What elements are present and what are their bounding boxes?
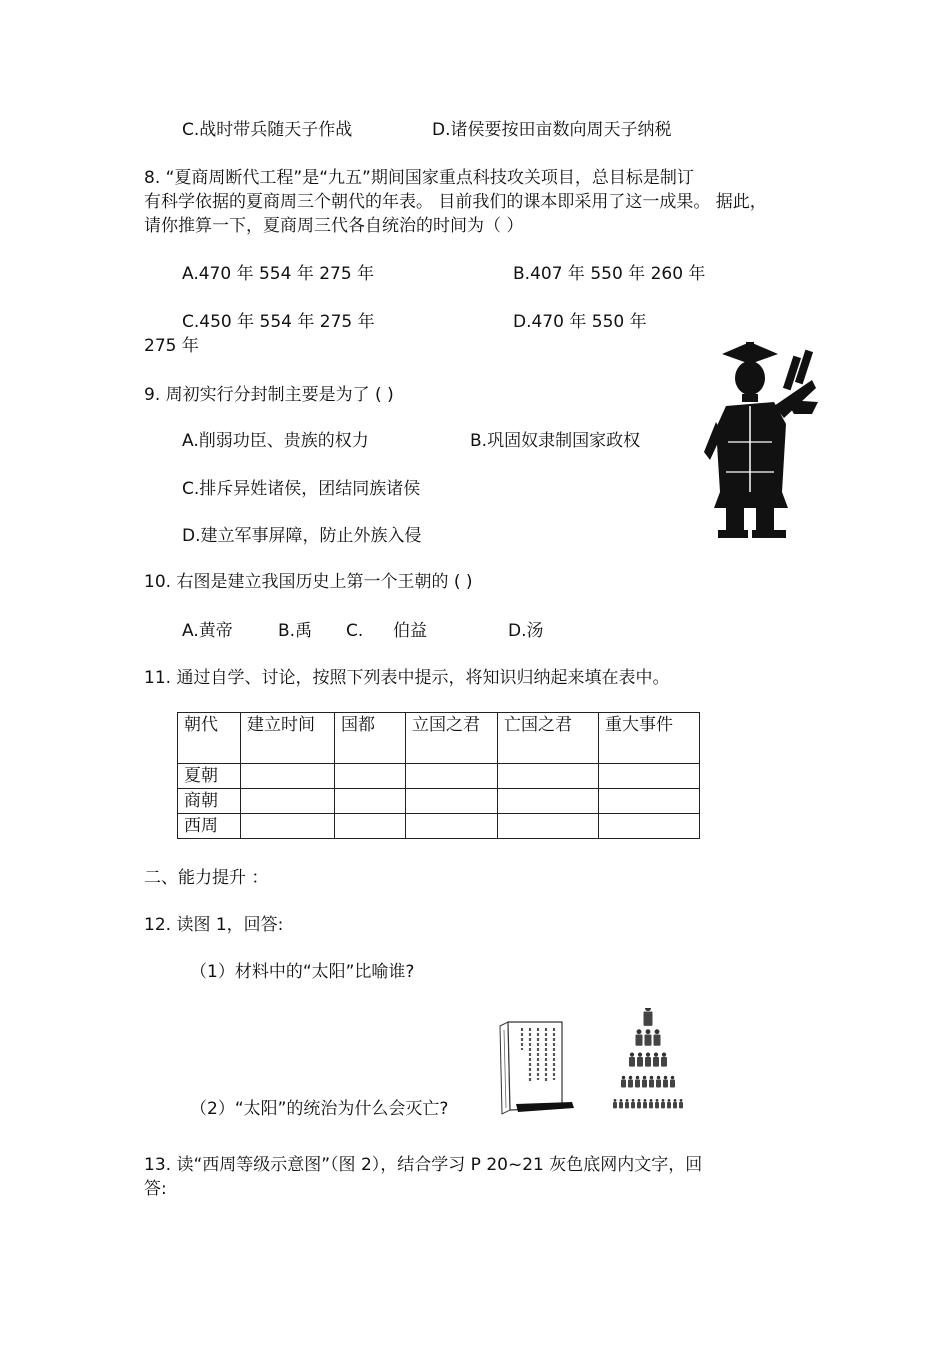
pyramid-figure (637, 1053, 643, 1067)
table-cell-blank[interactable] (599, 764, 700, 789)
table-cell-blank[interactable] (498, 789, 599, 814)
q9-option-b: B.巩固奴隶制国家政权 (470, 431, 641, 451)
pyramid-figure (667, 1099, 671, 1108)
q10-option-a: A.黄帝 (182, 621, 233, 641)
pyramid-figure (663, 1076, 668, 1088)
q12-part1: （1）材料中的“太阳”比喻谁? (190, 962, 415, 982)
table-cell-blank[interactable] (599, 789, 700, 814)
table-row (178, 814, 700, 839)
pyramid-figure (625, 1099, 629, 1108)
q8-stem-line3: 请你推算一下，夏商周三代各自统治的时间为（ ） (144, 216, 524, 236)
pyramid-figure (631, 1099, 635, 1108)
q9-option-c: C.排斥异姓诸侯，团结同族诸侯 (182, 479, 421, 499)
pyramid-figure (628, 1076, 633, 1088)
pyramid-figure (673, 1099, 677, 1108)
section-2-heading: 二、能力提升 ： (144, 868, 269, 888)
q10-option-c-text: 伯益 (393, 621, 427, 641)
pyramid-figure (661, 1053, 667, 1067)
pyramid-figure (636, 1029, 643, 1045)
pyramid-figure (679, 1099, 683, 1108)
table-cell-blank[interactable] (241, 789, 335, 814)
pyramid-figure (619, 1099, 623, 1108)
pyramid-figure (655, 1099, 659, 1108)
pyramid-figure (613, 1099, 617, 1108)
q9-option-d: D.建立军事屏障，防止外族入侵 (182, 526, 422, 546)
table-header-major-events: 重大事件 (599, 713, 700, 764)
hierarchy-pyramid-image (602, 1008, 694, 1116)
book-pages-image (496, 1020, 576, 1116)
table-row (178, 789, 700, 814)
q8-option-b: B.407 年 550 年 260 年 (513, 264, 706, 284)
pyramid-figure (656, 1076, 661, 1088)
pyramid-figure (637, 1099, 641, 1108)
pyramid-figure (643, 1099, 647, 1108)
table-cell-blank[interactable] (241, 814, 335, 839)
yu-figure-image (700, 342, 820, 542)
table-header-dynasty: 朝代 (178, 713, 241, 764)
q8-option-a: A.470 年 554 年 275 年 (182, 264, 375, 284)
table-cell-dynasty: 商朝 (178, 789, 241, 814)
pyramid-figure (635, 1076, 640, 1088)
table-cell-blank[interactable] (335, 789, 406, 814)
table-header-founder: 立国之君 (406, 713, 498, 764)
q13-stem-line2: 答: (144, 1179, 167, 1199)
pyramid-figure (642, 1076, 647, 1088)
table-row (178, 764, 700, 789)
table-cell-blank[interactable] (406, 814, 498, 839)
table-cell-blank[interactable] (335, 814, 406, 839)
pyramid-figure (621, 1076, 626, 1088)
pyramid-figure (644, 1008, 653, 1026)
q8-stem-line1: 8. “夏商周断代工程”是“九五”期间国家重点科技攻关项目，总目标是制订 (144, 168, 694, 188)
table-cell-blank[interactable] (406, 764, 498, 789)
q10-option-b: B.禹 (278, 621, 313, 641)
table-header-last-ruler: 亡国之君 (498, 713, 599, 764)
q8-option-c: C.450 年 554 年 275 年 (182, 312, 375, 332)
q10-stem: 10. 右图是建立我国历史上第一个王朝的 ( ) (144, 572, 473, 592)
table-cell-blank[interactable] (498, 814, 599, 839)
pyramid-figure (649, 1099, 653, 1108)
q12-stem: 12. 读图 1，回答: (144, 915, 284, 935)
q10-option-c: C. (346, 621, 364, 641)
q7-option-c: C.战时带兵随天子作战 (182, 120, 353, 140)
q8-stem-line2: 有科学依据的夏商周三个朝代的年表。 目前我们的课本即采用了这一成果。 据此， (144, 192, 767, 212)
q9-stem: 9. 周初实行分封制主要是为了 ( ) (144, 385, 394, 405)
table-cell-blank[interactable] (498, 764, 599, 789)
pyramid-figure (645, 1029, 652, 1045)
table-cell-blank[interactable] (599, 814, 700, 839)
table-cell-dynasty: 西周 (178, 814, 241, 839)
dynasty-summary-table (177, 712, 700, 839)
pyramid-figure (629, 1053, 635, 1067)
q12-part2: （2）“太阳”的统治为什么会灭亡? (190, 1099, 449, 1119)
pyramid-figure (645, 1053, 651, 1067)
table-header-capital: 国都 (335, 713, 406, 764)
pyramid-figure (649, 1076, 654, 1088)
q8-option-d: D.470 年 550 年 (513, 312, 647, 332)
q10-option-d: D.汤 (508, 621, 544, 641)
pyramid-figure (661, 1099, 665, 1108)
q13-stem-line1: 13. 读“西周等级示意图”（图 2），结合学习 P 20~21 灰色底网内文字，回 (144, 1155, 703, 1175)
pyramid-figure (653, 1053, 659, 1067)
table-header-founded-time: 建立时间 (241, 713, 335, 764)
q7-option-d: D.诸侯要按田亩数向周天子纳税 (432, 120, 672, 140)
q11-stem: 11. 通过自学、讨论，按照下列表中提示，将知识归纳起来填在表中。 (144, 668, 670, 688)
table-cell-dynasty: 夏朝 (178, 764, 241, 789)
q8-option-d-continued: 275 年 (144, 336, 199, 356)
pyramid-figure (670, 1076, 675, 1088)
table-cell-blank[interactable] (241, 764, 335, 789)
pyramid-figure (654, 1029, 661, 1045)
q9-option-a: A.削弱功臣、贵族的权力 (182, 431, 369, 451)
table-cell-blank[interactable] (406, 789, 498, 814)
table-cell-blank[interactable] (335, 764, 406, 789)
